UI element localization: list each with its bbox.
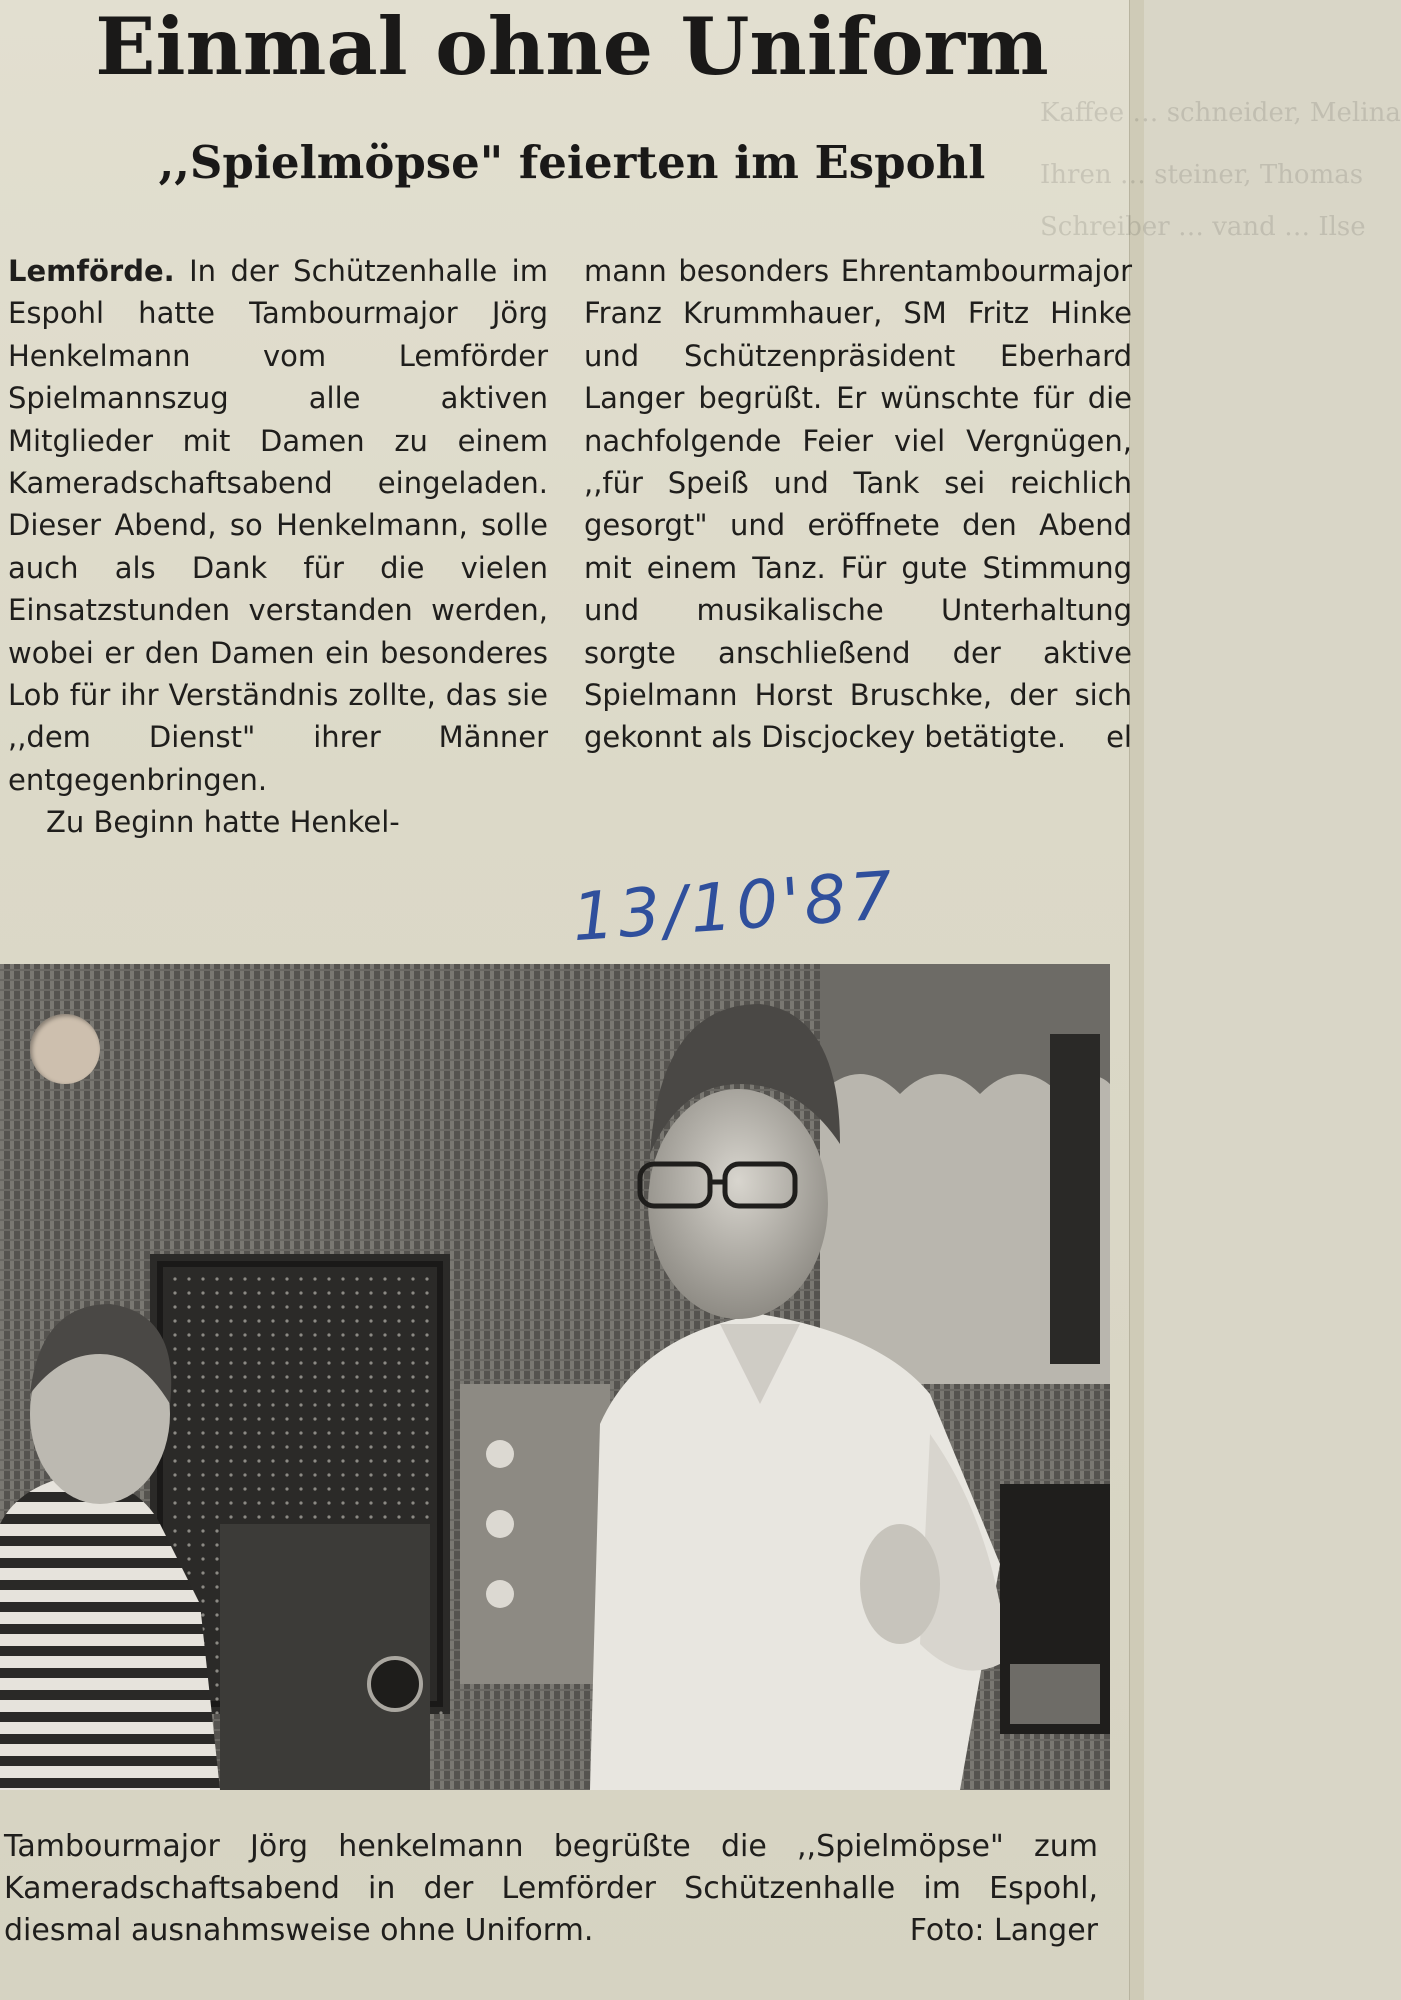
paragraph (584, 250, 1132, 759)
photo-credit: Foto: Langer (909, 1913, 1098, 1948)
subheadline: ,,Spielmöpse" feierten im Espohl (158, 136, 986, 189)
dateline: Lemförde. (8, 254, 175, 288)
article-column-right (584, 250, 1132, 759)
author-initials: el (1106, 720, 1132, 755)
punch-hole (30, 1014, 100, 1084)
paragraph: Zu Beginn hatte Henkel- (46, 805, 400, 840)
caption-text: Tambourmajor Jörg henkelmann begrüßte die ,,Spielmöpse" zum Kameradschaftsabend in der Lemförder Schützenhalle im Espohl, diesmal ausnahmsweise ohne Uniform. (4, 1829, 1098, 1948)
article-photo (0, 964, 1110, 1790)
bleed-through-text: Kaffee … schneider, Melina (1040, 98, 1401, 128)
article-column-left (8, 250, 548, 844)
headline: Einmal ohne Uniform (95, 0, 1049, 93)
photo-illustration (0, 964, 1110, 1790)
photo-caption (4, 1826, 1098, 1952)
paragraph-text: mann besonders Ehrentambourmajor Franz Krummhauer, SM Fritz Hinke und Schützenpräsident Eberhard Langer begrüßt. Er wünschte für die nachfolgende Feier viel Vergnügen, ,,für Speiß und Tank sei reichlich gesorgt" und eröffnete den Abend mit einem Tanz. Für gute Stimmung und musikalische Unterhaltung sorgte anschließend der aktive Spielmann Horst Bruschke, der sich gekonnt als Discjockey betätigte. (584, 254, 1132, 755)
bleed-through-text: Ihren … steiner, Thomas (1040, 160, 1364, 190)
handwritten-date: 13/10'87 (569, 856, 899, 957)
bleed-through-text: Schreiber … vand … Ilse (1040, 212, 1366, 242)
paragraph (8, 250, 548, 801)
paragraph-text: In der Schützenhalle im Espohl hatte Tambourmajor Jörg Henkelmann vom Lemförder Spielmannszug alle aktiven Mitglieder mit Damen zu einem Kameradschaftsabend eingeladen. Dieser Abend, so Henkelmann, solle auch als Dank für die vielen Einsatzstunden verstanden werden, wobei er den Damen ein besonderes Lob für ihr Verständnis zollte, das sie ,,dem Dienst" ihrer Männer entgegenbringen. (8, 254, 548, 797)
